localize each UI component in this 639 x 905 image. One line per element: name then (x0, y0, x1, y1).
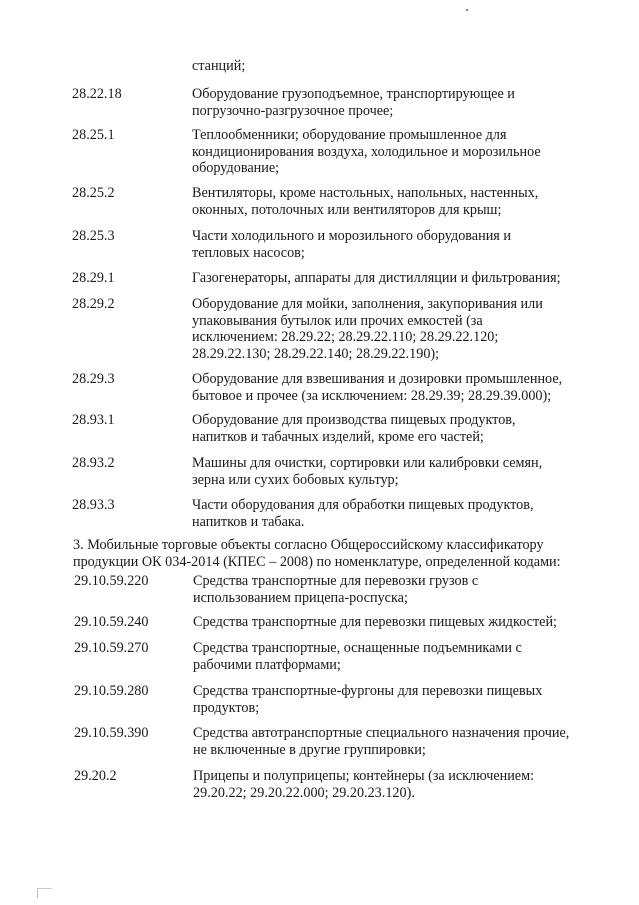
item-description-line: зерна или сухих бобовых культур; (192, 471, 399, 488)
item-description (192, 185, 562, 218)
item-description-line: Части холодильного и морозильного оборудования и (192, 228, 511, 244)
item-code: 29.10.59.240 (74, 614, 149, 630)
item-description-line: Оборудование для производства пищевых продуктов, (192, 412, 516, 428)
item-description (192, 412, 562, 445)
item-code: 28.25.3 (72, 228, 115, 244)
item-description (193, 683, 563, 716)
scan-artifact (37, 888, 52, 898)
item-description-line: напитков и табака. (192, 513, 305, 530)
item-description (192, 127, 562, 177)
item-description (192, 296, 562, 362)
continuation-text: станций; (192, 58, 246, 74)
item-description-line: рабочими платформами; (193, 656, 341, 673)
item-code: 28.29.1 (72, 270, 115, 286)
item-description-line: не включенные в другие группировки; (193, 741, 426, 758)
item-description-line: оборудование; (192, 160, 280, 176)
item-description (193, 573, 563, 606)
item-description (192, 371, 562, 404)
item-description (193, 614, 563, 631)
item-description-line: напитков и табачных изделий, кроме его частей; (192, 428, 484, 445)
item-code: 29.10.59.280 (74, 683, 149, 699)
item-code: 28.93.2 (72, 455, 115, 471)
item-description-line: Машины для очистки, сортировки или калибровки семян, (192, 455, 543, 471)
item-description (193, 725, 570, 758)
item-code: 28.25.2 (72, 185, 115, 201)
item-description-line: кондиционирования воздуха, холодильное и морозильное (192, 143, 541, 160)
item-description-line: Прицепы и полуприцепы; контейнеры (за исключением: (193, 768, 535, 784)
item-description-line: Части оборудования для обработки пищевых продуктов, (192, 497, 534, 513)
item-description (192, 86, 562, 119)
item-description (192, 455, 562, 488)
item-code: 28.93.1 (72, 412, 115, 428)
item-code: 28.29.2 (72, 296, 115, 312)
item-code: 28.29.3 (72, 371, 115, 387)
section-3-heading-line2: продукции ОК 034-2014 (КПЕС – 2008) по номенклатуре, определенной кодами: (73, 553, 561, 570)
item-description-line: бытовое и прочее (за исключением: 28.29.39; 28.29.39.000); (192, 387, 552, 404)
item-description-line: Вентиляторы, кроме настольных, напольных, настенных, (192, 185, 539, 201)
item-code: 29.10.59.220 (74, 573, 149, 589)
item-description (193, 640, 563, 673)
item-description-line: использованием прицепа-роспуска; (193, 589, 408, 606)
item-code: 29.20.2 (74, 768, 117, 784)
scan-dot (466, 9, 468, 11)
item-description-line: Оборудование для мойки, заполнения, закупоривания или (192, 296, 543, 312)
item-description-line: погрузочно-разгрузочное прочее; (192, 102, 394, 119)
item-description (192, 497, 562, 530)
section-3-heading-line1: 3. Мобильные торговые объекты согласно Общероссийскому классификатору (73, 537, 544, 553)
item-description-line: исключением: 28.29.22; 28.29.22.110; 28.29.22.120; (192, 329, 499, 345)
item-description-line: тепловых насосов; (192, 244, 305, 261)
top-continuation (192, 58, 245, 75)
item-description-line: Газогенераторы, аппараты для дистилляции и фильтрования; (192, 270, 561, 286)
section-3-heading (73, 537, 573, 570)
item-code: 28.22.18 (72, 86, 122, 102)
item-description-line: Оборудование для взвешивания и дозировки промышленное, (192, 371, 563, 387)
item-code: 28.93.3 (72, 497, 115, 513)
item-description-line: Теплообменники; оборудование промышленное для (192, 127, 507, 143)
item-code: 29.10.59.390 (74, 725, 149, 741)
item-description-line: упаковывания бутылок или прочих емкостей (за (192, 312, 483, 329)
item-description-line: Средства транспортные для перевозки пищевых жидкостей; (193, 614, 557, 630)
item-description-line: Средства транспортные-фургоны для перевозки пищевых (193, 683, 543, 699)
item-description-line: продуктов; (193, 699, 260, 716)
item-description (192, 270, 562, 287)
item-description (193, 768, 563, 801)
item-description-line: 28.29.22.130; 28.29.22.140; 28.29.22.190); (192, 345, 440, 362)
item-description-line: Средства транспортные для перевозки грузов с (193, 573, 479, 589)
item-description (192, 228, 562, 261)
item-description-line: Средства автотранспортные специального назначения прочие, (193, 725, 570, 741)
item-code: 28.25.1 (72, 127, 115, 143)
item-description-line: Оборудование грузоподъемное, транспортирующее и (192, 86, 515, 102)
item-description-line: 29.20.22; 29.20.22.000; 29.20.23.120). (193, 784, 415, 801)
item-code: 29.10.59.270 (74, 640, 149, 656)
item-description-line: Средства транспортные, оснащенные подъемниками с (193, 640, 522, 656)
item-description-line: оконных, потолочных или вентиляторов для крыш; (192, 201, 502, 218)
